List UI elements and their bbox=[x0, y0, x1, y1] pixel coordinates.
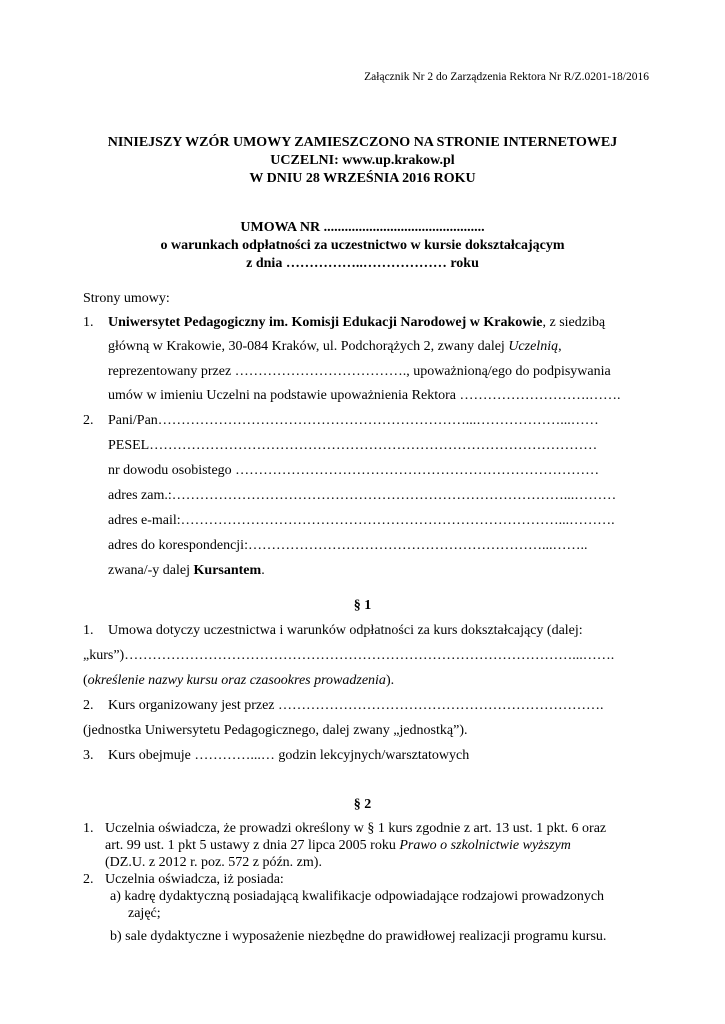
party2-address-field: adres zam.:…………………………………………………………………………...……… bbox=[108, 488, 617, 503]
party1-line1 bbox=[108, 315, 652, 331]
s1-p1-number: 1. bbox=[83, 623, 94, 638]
s2-p1-line2 bbox=[105, 838, 571, 854]
s2-law-title: Prawo o szkolnictwie wyższym bbox=[399, 838, 571, 853]
s2-p1-line1: Uczelnia oświadcza, że prowadzi określony w § 1 kurs zgodnie z art. 13 ust. 1 pkt. 6 oraz bbox=[105, 821, 607, 836]
s2-item-a-line1: a) kadrę dydaktyczną posiadającą kwalifikacje odpowiadające rodzajowi prowadzonych bbox=[110, 889, 605, 904]
s1-p1-line3 bbox=[83, 673, 394, 689]
party2-email-field: adres e-mail:………………………………………………………………………...………. bbox=[108, 513, 615, 528]
s2-item-a-line2: zajęć; bbox=[128, 906, 161, 921]
s2-p2-line1: Uczelnia oświadcza, iż posiada: bbox=[105, 872, 284, 887]
party1-seat: , z siedzibą bbox=[542, 315, 606, 330]
party1-comma: , bbox=[558, 339, 562, 354]
s1-p2-number: 2. bbox=[83, 698, 94, 713]
party1-address: główną w Krakowie, 30-084 Kraków, ul. Podchorążych 2, zwany dalej bbox=[108, 339, 509, 354]
s2-p1-line2-text: art. 99 ust. 1 pkt 5 ustawy z dnia 27 lipca 2005 roku bbox=[105, 838, 400, 853]
party2-id-field: nr dowodu osobistego …………………………………………………………………… bbox=[108, 463, 600, 478]
party2-alias-line bbox=[108, 563, 265, 579]
party1-number: 1. bbox=[83, 315, 94, 330]
s2-p2-number: 2. bbox=[83, 872, 94, 887]
s1-course-desc-hint: określenie nazwy kursu oraz czasookres prowadzenia bbox=[87, 673, 386, 688]
attachment-note: Załącznik Nr 2 do Zarządzenia Rektora Nr R/Z.0201-18/2016 bbox=[364, 71, 649, 83]
parties-label: Strony umowy: bbox=[83, 291, 170, 306]
s1-paren-close: ). bbox=[385, 673, 395, 688]
party1-line4: umów w imieniu Uczelni na podstawie upoważnienia Rektora ……………………….……. bbox=[108, 388, 621, 403]
contract-title: UMOWA NR .............................................. bbox=[240, 220, 485, 235]
party2-correspondence-field: adres do korespondencji:………………………………………………………...…….. bbox=[108, 538, 588, 553]
section1-heading: § 1 bbox=[353, 598, 372, 613]
university-name: Uniwersytet Pedagogiczny im. Komisji Edukacji Narodowej w Krakowie bbox=[108, 315, 543, 330]
party2-pesel-field: PESEL…………………………………………………………………………………… bbox=[108, 438, 598, 453]
notice-line-1: NINIEJSZY WZÓR UMOWY ZAMIESZCZONO NA STRONIE INTERNETOWEJ bbox=[107, 135, 618, 150]
notice-line-2: UCZELNI: www.up.krakow.pl bbox=[270, 153, 455, 168]
party1-line2 bbox=[108, 339, 562, 355]
party1-line3: reprezentowany przez ………………………………., upoważnioną/ego do podpisywania bbox=[108, 364, 611, 379]
s1-p3-line1: Kurs obejmuje …………...… godzin lekcyjnych/warsztatowych bbox=[108, 748, 470, 763]
s1-p2-line2: (jednostka Uniwersytetu Pedagogicznego, dalej zwany „jednostką”). bbox=[83, 723, 468, 738]
notice-line-3: W DNIU 28 WRZEŚNIA 2016 ROKU bbox=[249, 171, 476, 186]
section2-heading: § 2 bbox=[353, 797, 372, 812]
contract-date: z dnia ……………..……………… roku bbox=[246, 256, 479, 271]
party2-alias-prefix: zwana/-y dalej bbox=[108, 563, 194, 578]
s1-p1-line1: Umowa dotyczy uczestnictwa i warunków odpłatności za kurs dokształcający (dalej: bbox=[108, 623, 583, 638]
s1-p1-line2: „kurs”)……………………………………………………………………………………...……. bbox=[83, 648, 615, 663]
contract-subtitle: o warunkach odpłatności za uczestnictwo w kursie dokształcającym bbox=[160, 238, 565, 253]
s2-p1-line3: (DZ.U. z 2012 r. poz. 572 z późn. zm). bbox=[105, 855, 322, 870]
party2-name-field: Pani/Pan…………………………………………………………...………………...…… bbox=[108, 413, 599, 428]
s1-paren-open: ( bbox=[83, 673, 88, 688]
s2-item-b-line1: b) sale dydaktyczne i wyposażenie niezbędne do prawidłowej realizacji programu kursu. bbox=[110, 929, 607, 944]
party2-alias: Kursantem bbox=[193, 563, 262, 578]
s2-p1-number: 1. bbox=[83, 821, 94, 836]
party2-number: 2. bbox=[83, 413, 94, 428]
party2-alias-end: . bbox=[261, 563, 265, 578]
party1-alias: Uczelnią bbox=[508, 339, 559, 354]
s1-p3-number: 3. bbox=[83, 748, 94, 763]
s1-p2-line1: Kurs organizowany jest przez ……………………………………………………………. bbox=[108, 698, 604, 713]
